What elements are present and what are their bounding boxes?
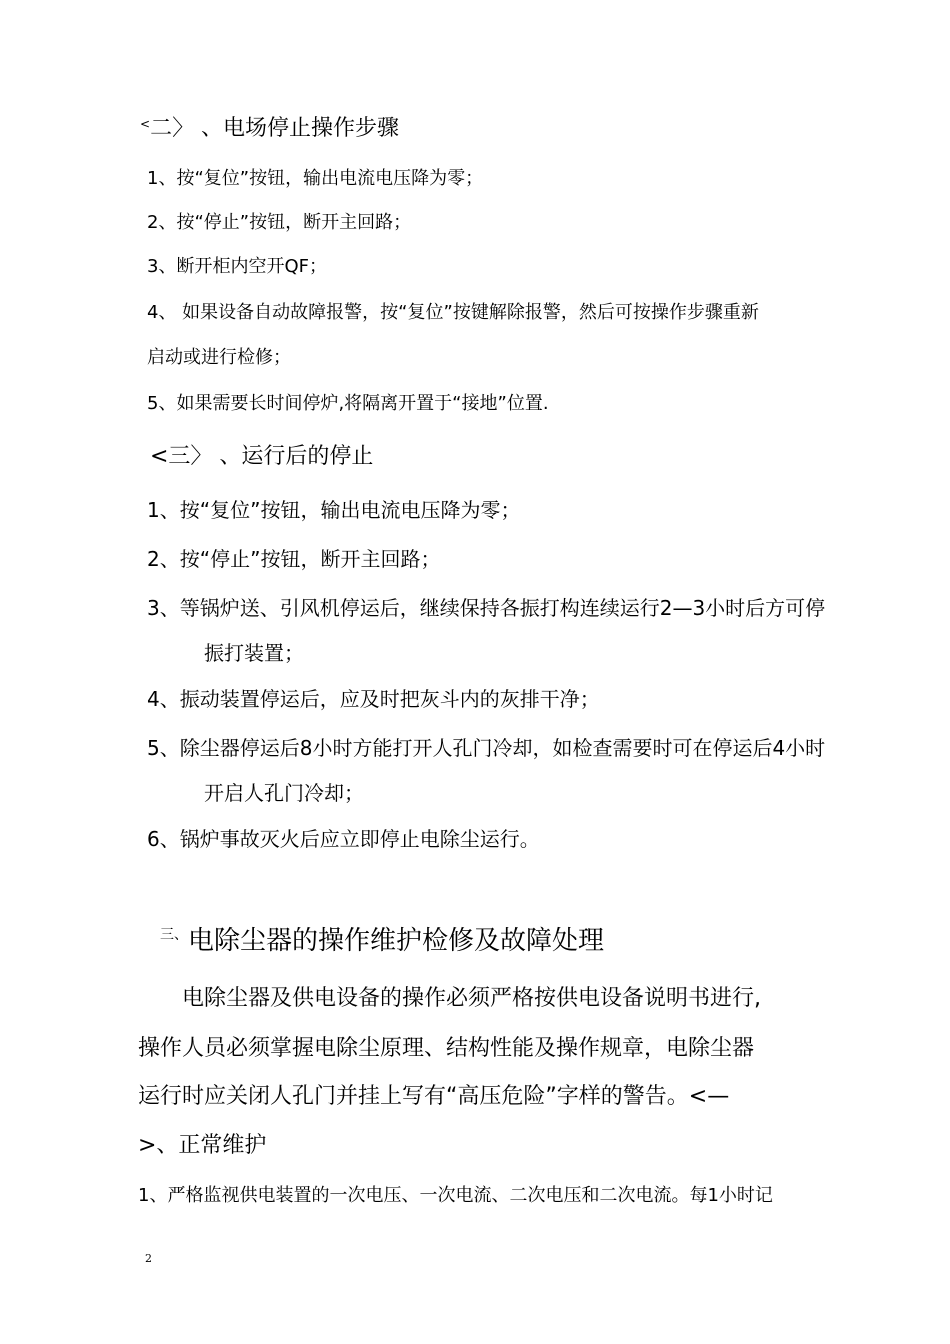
page-number: 2 xyxy=(145,1252,152,1265)
sec2-line-4-cont: 启动或进行检修； xyxy=(147,347,291,368)
sec2-line-5: 5、如果需要长时间停炉,将隔离开置于“接地”位置. xyxy=(147,393,549,414)
sec3-line-1: 1、按“复位”按钮，输出电流电压降为零； xyxy=(147,498,521,522)
chapter-body-4: >、正常维护 xyxy=(138,1133,267,1158)
chapter-body-1: 电除尘器及供电设备的操作必须严格按供电设备说明书进行, xyxy=(182,986,761,1011)
sec3-line-2: 2、按“停止”按钮，断开主回路； xyxy=(147,547,441,571)
sec2-line-1: 1、按“复位”按钮，输出电流电压降为零； xyxy=(147,168,484,189)
sec3-line-5-cont: 开启人孔门冷却； xyxy=(204,781,364,805)
sec2-line-2: 2、按“停止”按钮，断开主回路； xyxy=(147,212,412,233)
sec2-title-main: 二〉 、电场停止操作步骤 xyxy=(150,116,400,141)
chapter-heading xyxy=(160,928,604,954)
sec3-title: <三〉 、运行后的停止 xyxy=(150,444,374,469)
sec3-line-3: 3、等锅炉送、引风机停运后，继续保持各振打构连续运行2—3小时后方可停 xyxy=(147,596,826,620)
sec2-title-prefix: < xyxy=(140,117,151,131)
sec2-title xyxy=(140,118,399,140)
sec3-line-6: 6、锅炉事故灭火后应立即停止电除尘运行。 xyxy=(147,827,540,851)
chapter-last-line: 1、严格监视供电装置的一次电压、一次电流、二次电压和二次电流。每1小时记 xyxy=(138,1185,773,1206)
sec3-line-4: 4、振动装置停运后，应及时把灰斗内的灰排干净； xyxy=(147,687,600,711)
chapter-body-3: 运行时应关闭人孔门并挂上写有“高压危险”字样的警告。<— xyxy=(138,1084,730,1109)
chapter-number: 三、 xyxy=(160,927,188,943)
chapter-title: 电除尘器的操作维护检修及故障处理 xyxy=(188,926,605,956)
sec3-line-3-cont: 振打装置； xyxy=(204,641,304,665)
sec2-line-4: 4、 如果设备自动故障报警，按“复位”按键解除报警，然后可按操作步骤重新 xyxy=(147,302,759,323)
sec2-line-3: 3、断开柜内空开QF； xyxy=(147,256,327,277)
chapter-body-2: 操作人员必须掌握电除尘原理、结构性能及操作规章，电除尘器 xyxy=(138,1036,755,1061)
sec3-line-5: 5、除尘器停运后8小时方能打开人孔门冷却，如检查需要时可在停运后4小时 xyxy=(147,736,826,760)
